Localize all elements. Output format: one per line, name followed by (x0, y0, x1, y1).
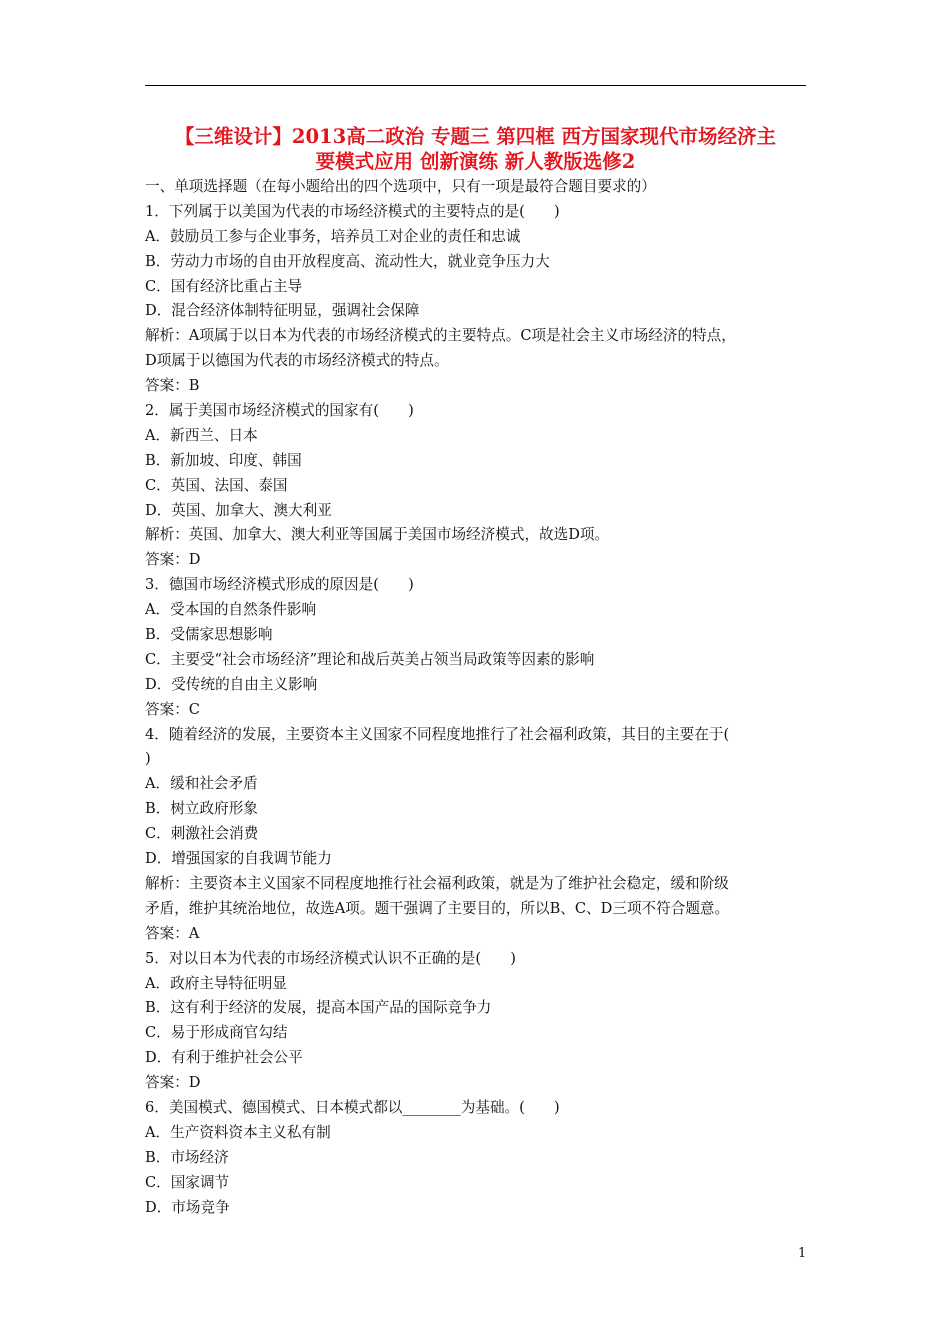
text-line: A．鼓励员工参与企业事务，培养员工对企业的责任和忠诚 (145, 227, 521, 245)
text-line: 2．属于美国市场经济模式的国家有( ) (145, 402, 414, 420)
text-line: 解析：A项属于以日本为代表的市场经济模式的主要特点。C项是社会主义市场经济的特点， (145, 327, 736, 345)
text-line: B．劳动力市场的自由开放程度高、流动性大，就业竞争压力大 (145, 252, 550, 270)
text-line: B．市场经济 (145, 1148, 229, 1166)
text-line: 4．随着经济的发展，主要资本主义国家不同程度地推行了社会福利政策，其目的主要在于( (145, 725, 730, 743)
text-line: 答案：A (145, 924, 200, 942)
text-line: A．政府主导特征明显 (145, 974, 287, 992)
text-line: C．英国、法国、泰国 (145, 476, 288, 494)
text-line: ) (145, 750, 151, 768)
text-line: D．增强国家的自我调节能力 (145, 850, 332, 868)
title-line-2: 要模式应用 创新演练 新人教版选修2 (315, 150, 636, 173)
text-line: D．有利于维护社会公平 (145, 1049, 303, 1067)
text-line: 答案：C (145, 700, 200, 718)
text-line: B．树立政府形象 (145, 800, 258, 818)
document-body (145, 175, 813, 1220)
text-line: 矛盾，维护其统治地位，故选A项。题干强调了主要目的，所以B、C、D三项不符合题意。 (145, 899, 730, 917)
text-line: D．受传统的自由主义影响 (145, 675, 318, 693)
text-line: A．受本国的自然条件影响 (145, 601, 317, 619)
text-line: B．新加坡、印度、韩国 (145, 451, 302, 469)
text-line: B．受儒家思想影响 (145, 626, 273, 644)
text-line: C．刺激社会消费 (145, 825, 259, 843)
text-line: A．新西兰、日本 (145, 426, 258, 444)
title-line-1: 【三维设计】2013高二政治 专题三 第四框 西方国家现代市场经济主 (174, 125, 777, 148)
text-line: C．国有经济比重占主导 (145, 277, 303, 295)
text-line: D．市场竞争 (145, 1198, 230, 1216)
page-number: 1 (798, 1246, 807, 1261)
document-title (140, 124, 811, 174)
text-line: C．主要受“社会市场经济”理论和战后英美占领当局政策等因素的影响 (145, 650, 595, 668)
text-line: C．国家调节 (145, 1173, 230, 1191)
text-line: A．生产资料资本主义私有制 (145, 1123, 331, 1141)
text-line: A．缓和社会矛盾 (145, 775, 258, 793)
text-line: 5．对以日本为代表的市场经济模式认识不正确的是( ) (145, 949, 516, 967)
text-line: 一、单项选择题（在每小题给出的四个选项中，只有一项是最符合题目要求的） (145, 178, 656, 195)
text-line: D．英国、加拿大、澳大利亚 (145, 501, 332, 519)
header-rule (145, 85, 806, 86)
text-line: D．混合经济体制特征明显，强调社会保障 (145, 302, 420, 320)
text-line: 解析：英国、加拿大、澳大利亚等国属于美国市场经济模式，故选D项。 (145, 526, 610, 544)
text-line: 答案：B (145, 377, 200, 395)
text-line: D项属于以德国为代表的市场经济模式的特点。 (145, 352, 449, 370)
text-line: 3．德国市场经济模式形成的原因是( ) (145, 576, 414, 594)
text-line: 答案：D (145, 551, 201, 569)
text-line: 6．美国模式、德国模式、日本模式都以________为基础。( ) (145, 1098, 560, 1116)
text-line: 解析：主要资本主义国家不同程度地推行社会福利政策，就是为了维护社会稳定，缓和阶级 (145, 874, 729, 892)
text-line: 答案：D (145, 1074, 201, 1092)
text-line: 1．下列属于以美国为代表的市场经济模式的主要特点的是( ) (145, 202, 560, 220)
text-line: B．这有利于经济的发展，提高本国产品的国际竞争力 (145, 999, 492, 1017)
text-line: C．易于形成商官勾结 (145, 1024, 288, 1042)
